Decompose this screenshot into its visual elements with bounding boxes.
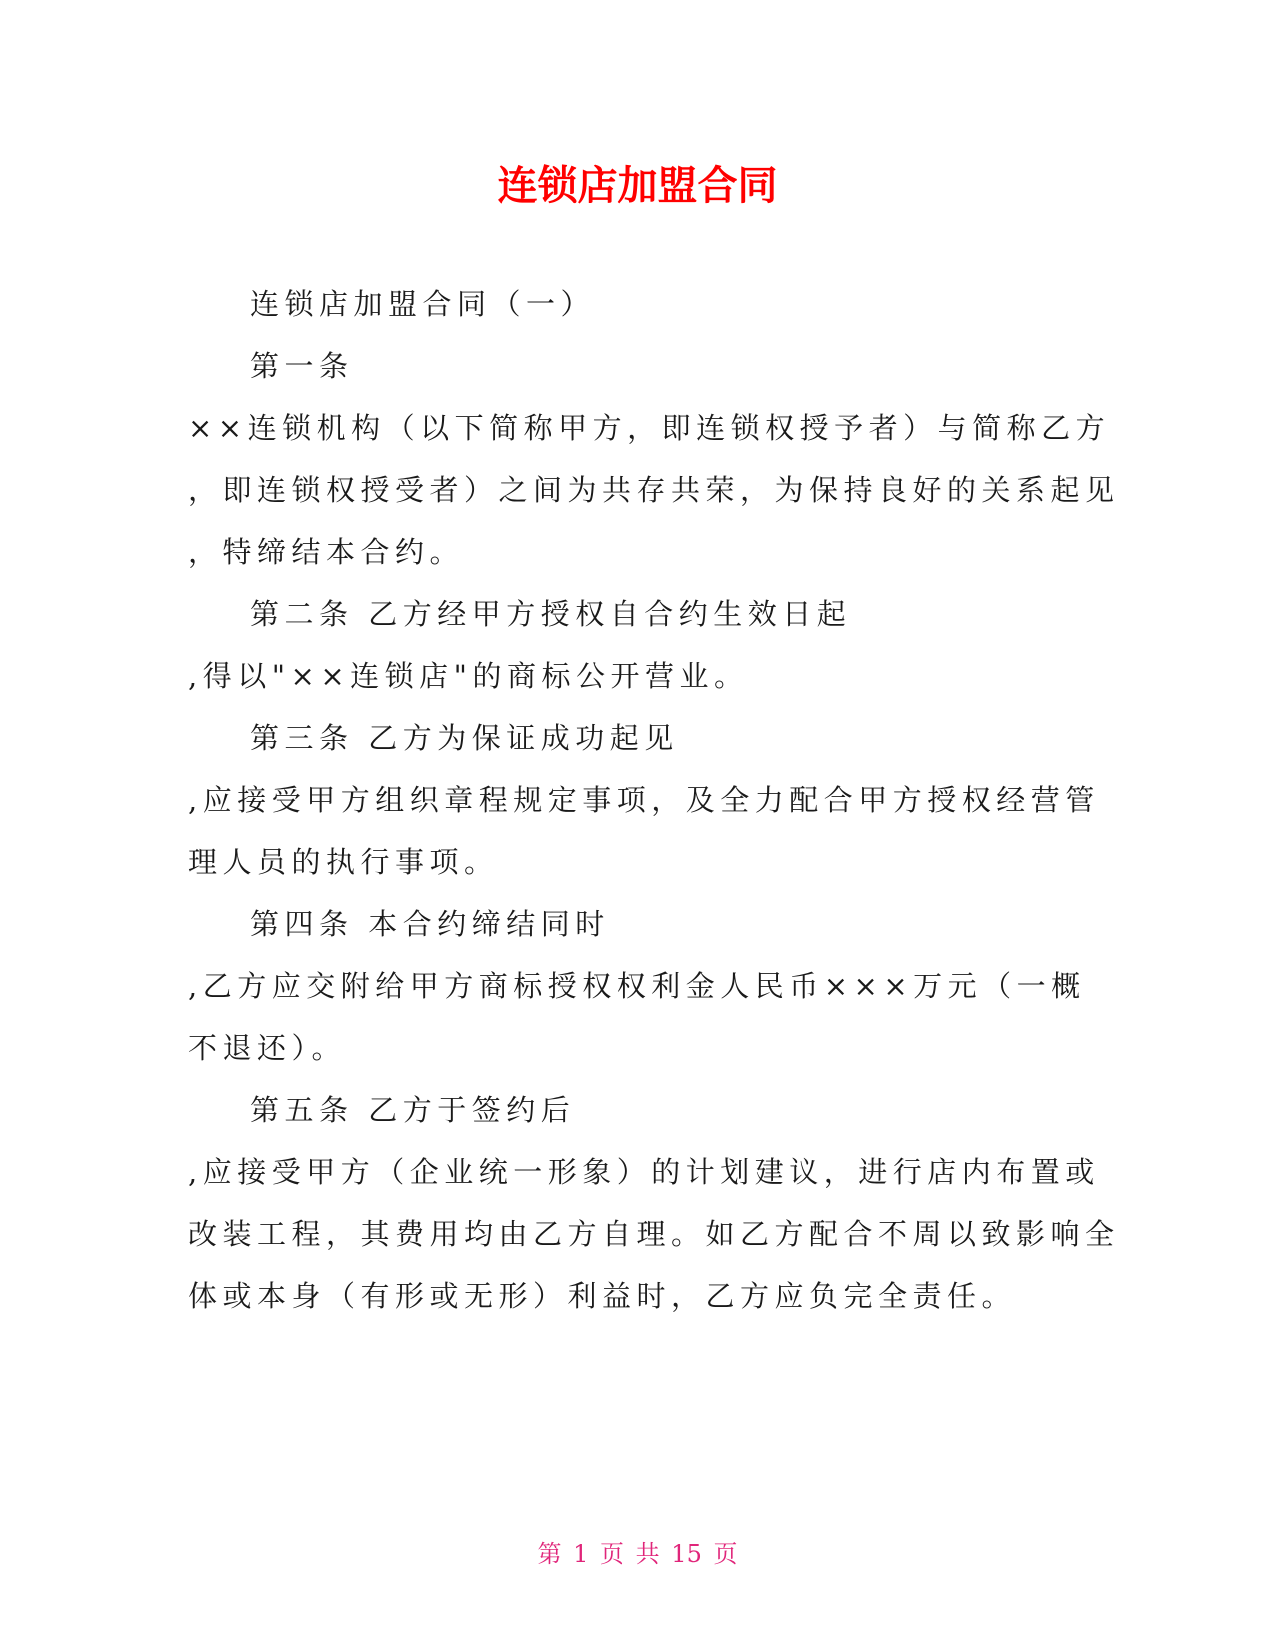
article-4-heading: 第四条 本合约缔结同时 bbox=[250, 907, 610, 941]
article-5-text-line-3: 体或本身（有形或无形）利益时，乙方应负完全责任。 bbox=[188, 1279, 1017, 1313]
article-1-text-line-3: ，特缔结本合约。 bbox=[188, 535, 465, 569]
article-3-text-line-2: 理人员的执行事项。 bbox=[188, 845, 499, 879]
page-number: 第 1 页 共 15 页 bbox=[537, 1540, 738, 1568]
article-1-text-line-1: ××连锁机构（以下简称甲方，即连锁权授予者）与简称乙方 bbox=[188, 411, 1111, 445]
article-4-text-line-1: ,乙方应交附给甲方商标授权权利金人民币×××万元（一概 bbox=[188, 969, 1086, 1003]
article-3-text-line-1: ,应接受甲方组织章程规定事项，及全力配合甲方授权经营管 bbox=[188, 783, 1100, 817]
article-3-heading: 第三条 乙方为保证成功起见 bbox=[250, 721, 679, 755]
article-4-text-line-2: 不退还）。 bbox=[188, 1031, 347, 1065]
article-1-text-line-2: ，即连锁权授受者）之间为共存共荣，为保持良好的关系起见 bbox=[188, 473, 1120, 507]
article-5-heading: 第五条 乙方于签约后 bbox=[250, 1093, 576, 1127]
section-heading: 连锁店加盟合同（一） bbox=[250, 287, 596, 321]
article-5-text-line-2: 改装工程，其费用均由乙方自理。如乙方配合不周以致影响全 bbox=[188, 1217, 1120, 1251]
article-1-heading: 第一条 bbox=[250, 349, 354, 383]
article-5-text-line-1: ,应接受甲方（企业统一形象）的计划建议，进行店内布置或 bbox=[188, 1155, 1100, 1189]
document-title: 连锁店加盟合同 bbox=[497, 163, 778, 209]
article-2-heading: 第二条 乙方经甲方授权自合约生效日起 bbox=[250, 597, 852, 631]
article-2-text-line-1: ,得以"××连锁店"的商标公开营业。 bbox=[188, 659, 749, 693]
